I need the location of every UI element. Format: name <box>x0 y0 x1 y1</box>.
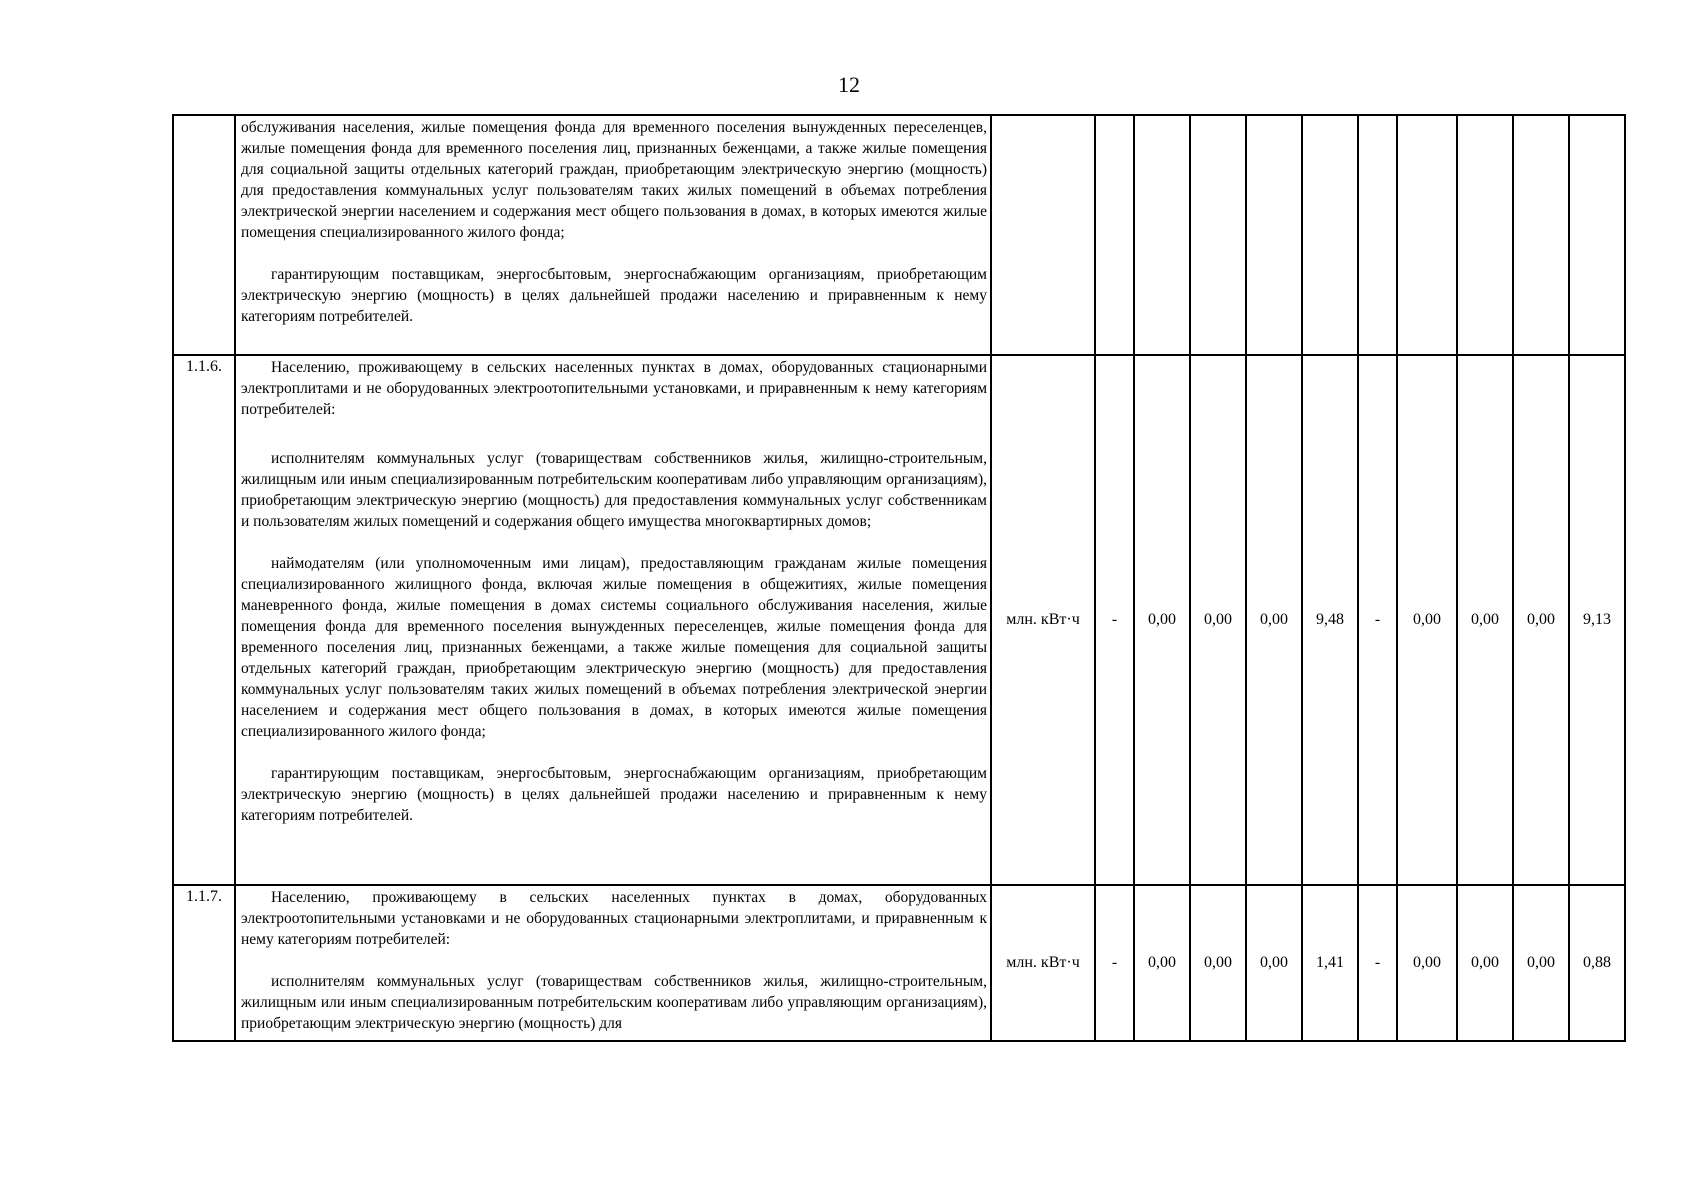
value-cell: 0,88 <box>1569 885 1625 1041</box>
description-paragraph: исполнителям коммунальных услуг (товариществам собственников жилья, жилищно-строительным, жилищным или иным специализированным потребительским кооперативам либо управляющим организациям), приобретающим электрическую энергию (мощность) для <box>241 973 987 1032</box>
value-cell <box>1246 115 1302 355</box>
description-clip <box>241 887 987 1034</box>
value-cell: 1,41 <box>1302 885 1358 1041</box>
value-cell <box>1397 115 1457 355</box>
value-cell: 0,00 <box>1457 885 1513 1041</box>
value-cell <box>1569 115 1625 355</box>
tariff-table <box>172 114 1626 1042</box>
row-number: 1.1.6. <box>173 355 235 885</box>
value-cell: - <box>1358 885 1397 1041</box>
row-number: 1.1.7. <box>173 885 235 1041</box>
value-cell: - <box>1358 355 1397 885</box>
description-paragraph: исполнителям коммунальных услуг (товариществам собственников жилья, жилищно-строительным, жилищным или иным специализированным потребительским кооперативам либо управляющим организациям), приобретающим электрическую энергию (мощность) для предоставления коммунальных услуг собственникам и пользователям жилых помещений и содержания общего имущества многоквартирных домов; <box>241 450 987 530</box>
value-cell: 9,48 <box>1302 355 1358 885</box>
value-cell: 0,00 <box>1397 355 1457 885</box>
value-cell <box>1190 115 1246 355</box>
value-cell <box>1457 115 1513 355</box>
description-paragraph: гарантирующим поставщикам, энергосбытовым, энергоснабжающим организациям, приобретающим электрическую энергию (мощность) в целях дальнейшей продажи населению и приравненным к нему категориям потребителей. <box>241 266 987 325</box>
row-description <box>235 115 991 355</box>
value-cell <box>1513 115 1569 355</box>
value-cell: 0,00 <box>1513 885 1569 1041</box>
table-row <box>173 355 1625 885</box>
value-cell: - <box>1095 885 1134 1041</box>
description-paragraph: обслуживания населения, жилые помещения фонда для временного поселения вынужденных переселенцев, жилые помещения фонда для временного поселения лиц, признанных беженцами, а также жилые помещения для социальной защиты отдельных категорий граждан, приобретающим электрическую энергию (мощность) для предоставления коммунальных услуг пользователям таких жилых помещений в объемах потребления электрической энергии населением и содержания мест общего пользования в домах, в которых имеются жилые помещения специализированного жилого фонда; <box>241 119 987 241</box>
row-number <box>173 115 235 355</box>
value-cell: 0,00 <box>1397 885 1457 1041</box>
value-cell <box>1095 115 1134 355</box>
value-cell: 0,00 <box>1134 885 1190 1041</box>
unit-cell: млн. кВт·ч <box>991 885 1095 1041</box>
value-cell: 0,00 <box>1246 355 1302 885</box>
description-paragraph: наймодателям (или уполномоченным ими лицам), предоставляющим гражданам жилые помещения специализированного жилищного фонда, включая жилые помещения в общежитиях, жилые помещения маневренного фонда, жилые помещения в домах системы социального обслуживания населения, жилые помещения фонда для временного поселения вынужденных переселенцев, жилые помещения фонда для временного поселения лиц, признанных беженцами, а также жилые помещения для социальной защиты отдельных категорий граждан, приобретающим электрическую энергию (мощность) для предоставления коммунальных услуг пользователям таких жилых помещений в объемах потребления электрической энергии населением и содержания мест общего пользования в домах, в которых имеются жилые помещения специализированного жилого фонда; <box>241 555 987 740</box>
value-cell: - <box>1095 355 1134 885</box>
value-cell: 0,00 <box>1134 355 1190 885</box>
value-cell: 0,00 <box>1457 355 1513 885</box>
unit-cell <box>991 115 1095 355</box>
value-cell: 0,00 <box>1246 885 1302 1041</box>
value-cell: 0,00 <box>1190 355 1246 885</box>
description-paragraph: Населению, проживающему в сельских населенных пунктах в домах, оборудованных стационарными электроплитами и не оборудованных электроотопительными установками, и приравненным к нему категориям потребителей: <box>241 359 987 418</box>
value-cell: 9,13 <box>1569 355 1625 885</box>
description-paragraph: Населению, проживающему в сельских населенных пунктах в домах, оборудованных электроотопительными установками и не оборудованных стационарными электроплитами, и приравненным к нему категориям потребителей: <box>241 889 987 948</box>
table-row <box>173 885 1625 1041</box>
value-cell <box>1302 115 1358 355</box>
value-cell <box>1358 115 1397 355</box>
description-paragraph: гарантирующим поставщикам, энергосбытовым, энергоснабжающим организациям, приобретающим электрическую энергию (мощность) в целях дальнейшей продажи населению и приравненным к нему категориям потребителей. <box>241 765 987 824</box>
row-description <box>235 355 991 885</box>
unit-cell: млн. кВт·ч <box>991 355 1095 885</box>
value-cell: 0,00 <box>1513 355 1569 885</box>
value-cell <box>1134 115 1190 355</box>
page-number: 12 <box>838 72 860 97</box>
row-description <box>235 885 991 1041</box>
value-cell: 0,00 <box>1190 885 1246 1041</box>
table-row <box>173 115 1625 355</box>
